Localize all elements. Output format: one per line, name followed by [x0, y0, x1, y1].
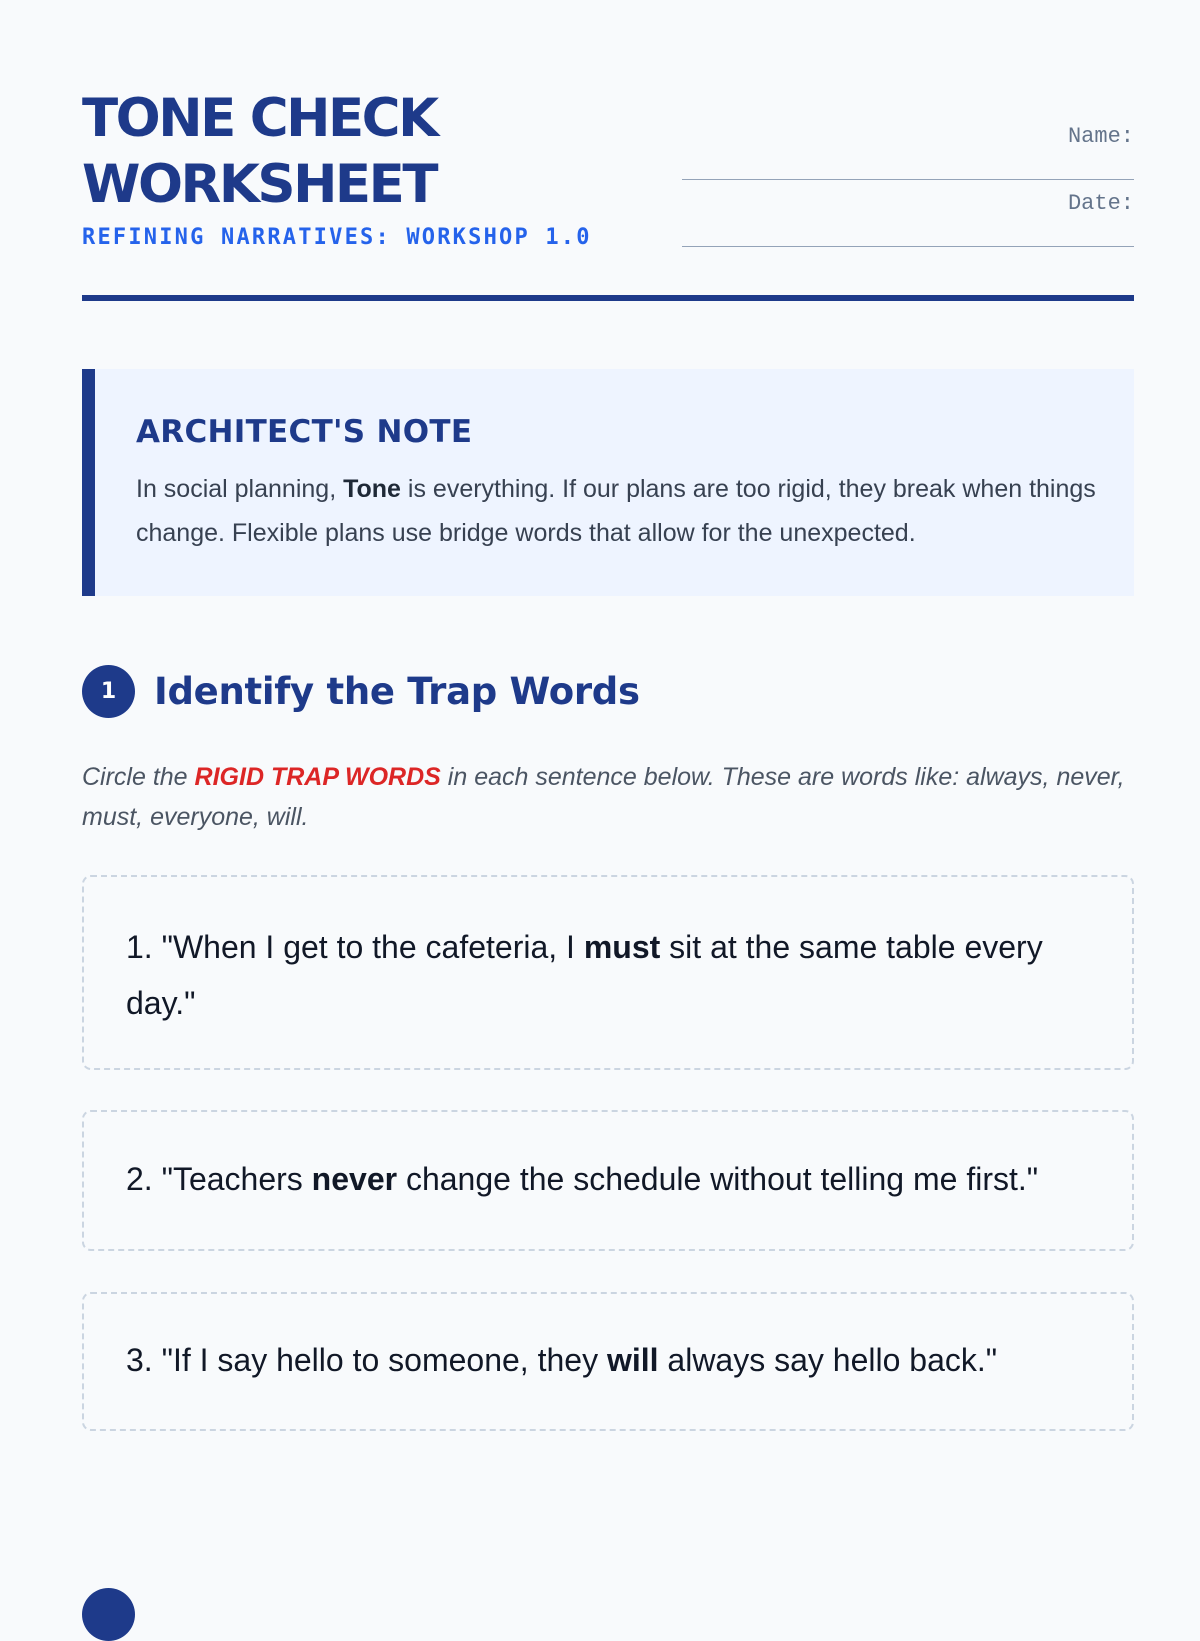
name-row	[682, 118, 1134, 185]
note-body-emphasis: Tone	[343, 475, 401, 503]
date-label: Date:	[1067, 191, 1134, 216]
name-field[interactable]	[682, 179, 1134, 180]
worksheet-title	[82, 86, 602, 218]
date-row	[682, 185, 1134, 252]
trap-word[interactable]: will	[606, 1342, 659, 1378]
worksheet-subtitle: REFINING NARRATIVES: WORKSHOP 1.0	[82, 225, 592, 250]
note-body-end: is everything. If our plans are too rigid, they break when things change. Flexible plans use bridge words that allow for the unexpected.	[136, 475, 1096, 547]
trap-word[interactable]: never	[311, 1161, 398, 1197]
sentence-card[interactable]	[82, 1110, 1134, 1251]
student-info	[682, 118, 1134, 252]
sentence-text-end: sit at the same table every day."	[126, 929, 1043, 1021]
sentence-card[interactable]	[82, 875, 1134, 1070]
sentence-text-end: always say hello back."	[658, 1342, 998, 1378]
section-1-heading	[82, 664, 640, 718]
sentence-text-start: 2. "Teachers	[126, 1161, 312, 1197]
note-title: ARCHITECT'S NOTE	[136, 414, 473, 450]
name-label: Name:	[1067, 124, 1134, 149]
note-body	[136, 467, 1096, 555]
worksheet-page	[82, 0, 1134, 1378]
instructions-end: in each sentence below. These are words like: always, never, must, everyone, will.	[82, 763, 1125, 831]
trap-word[interactable]: must	[583, 929, 661, 965]
title-line-1: TONE CHECK	[82, 88, 437, 149]
sentence-text-start: 3. "If I say hello to someone, they	[126, 1342, 607, 1378]
next-section-badge	[82, 1588, 135, 1641]
section-title: Identify the Trap Words	[154, 669, 640, 713]
header-divider	[82, 295, 1134, 301]
trap-words-highlight: RIGID TRAP WORDS	[194, 763, 441, 791]
title-line-2: WORKSHEET	[82, 154, 436, 215]
sentence-text-start: 1. "When I get to the cafeteria, I	[126, 929, 584, 965]
sentence-text-end: change the schedule without telling me first."	[397, 1161, 1039, 1197]
worksheet-header	[82, 0, 1134, 305]
architects-note	[82, 369, 1134, 596]
section-instructions	[82, 757, 1134, 837]
sentence-card[interactable]	[82, 1292, 1134, 1431]
date-field[interactable]	[682, 246, 1134, 247]
instructions-start: Circle the	[82, 763, 195, 791]
section-number-badge: 1	[82, 665, 135, 718]
note-body-start: In social planning,	[136, 475, 344, 503]
